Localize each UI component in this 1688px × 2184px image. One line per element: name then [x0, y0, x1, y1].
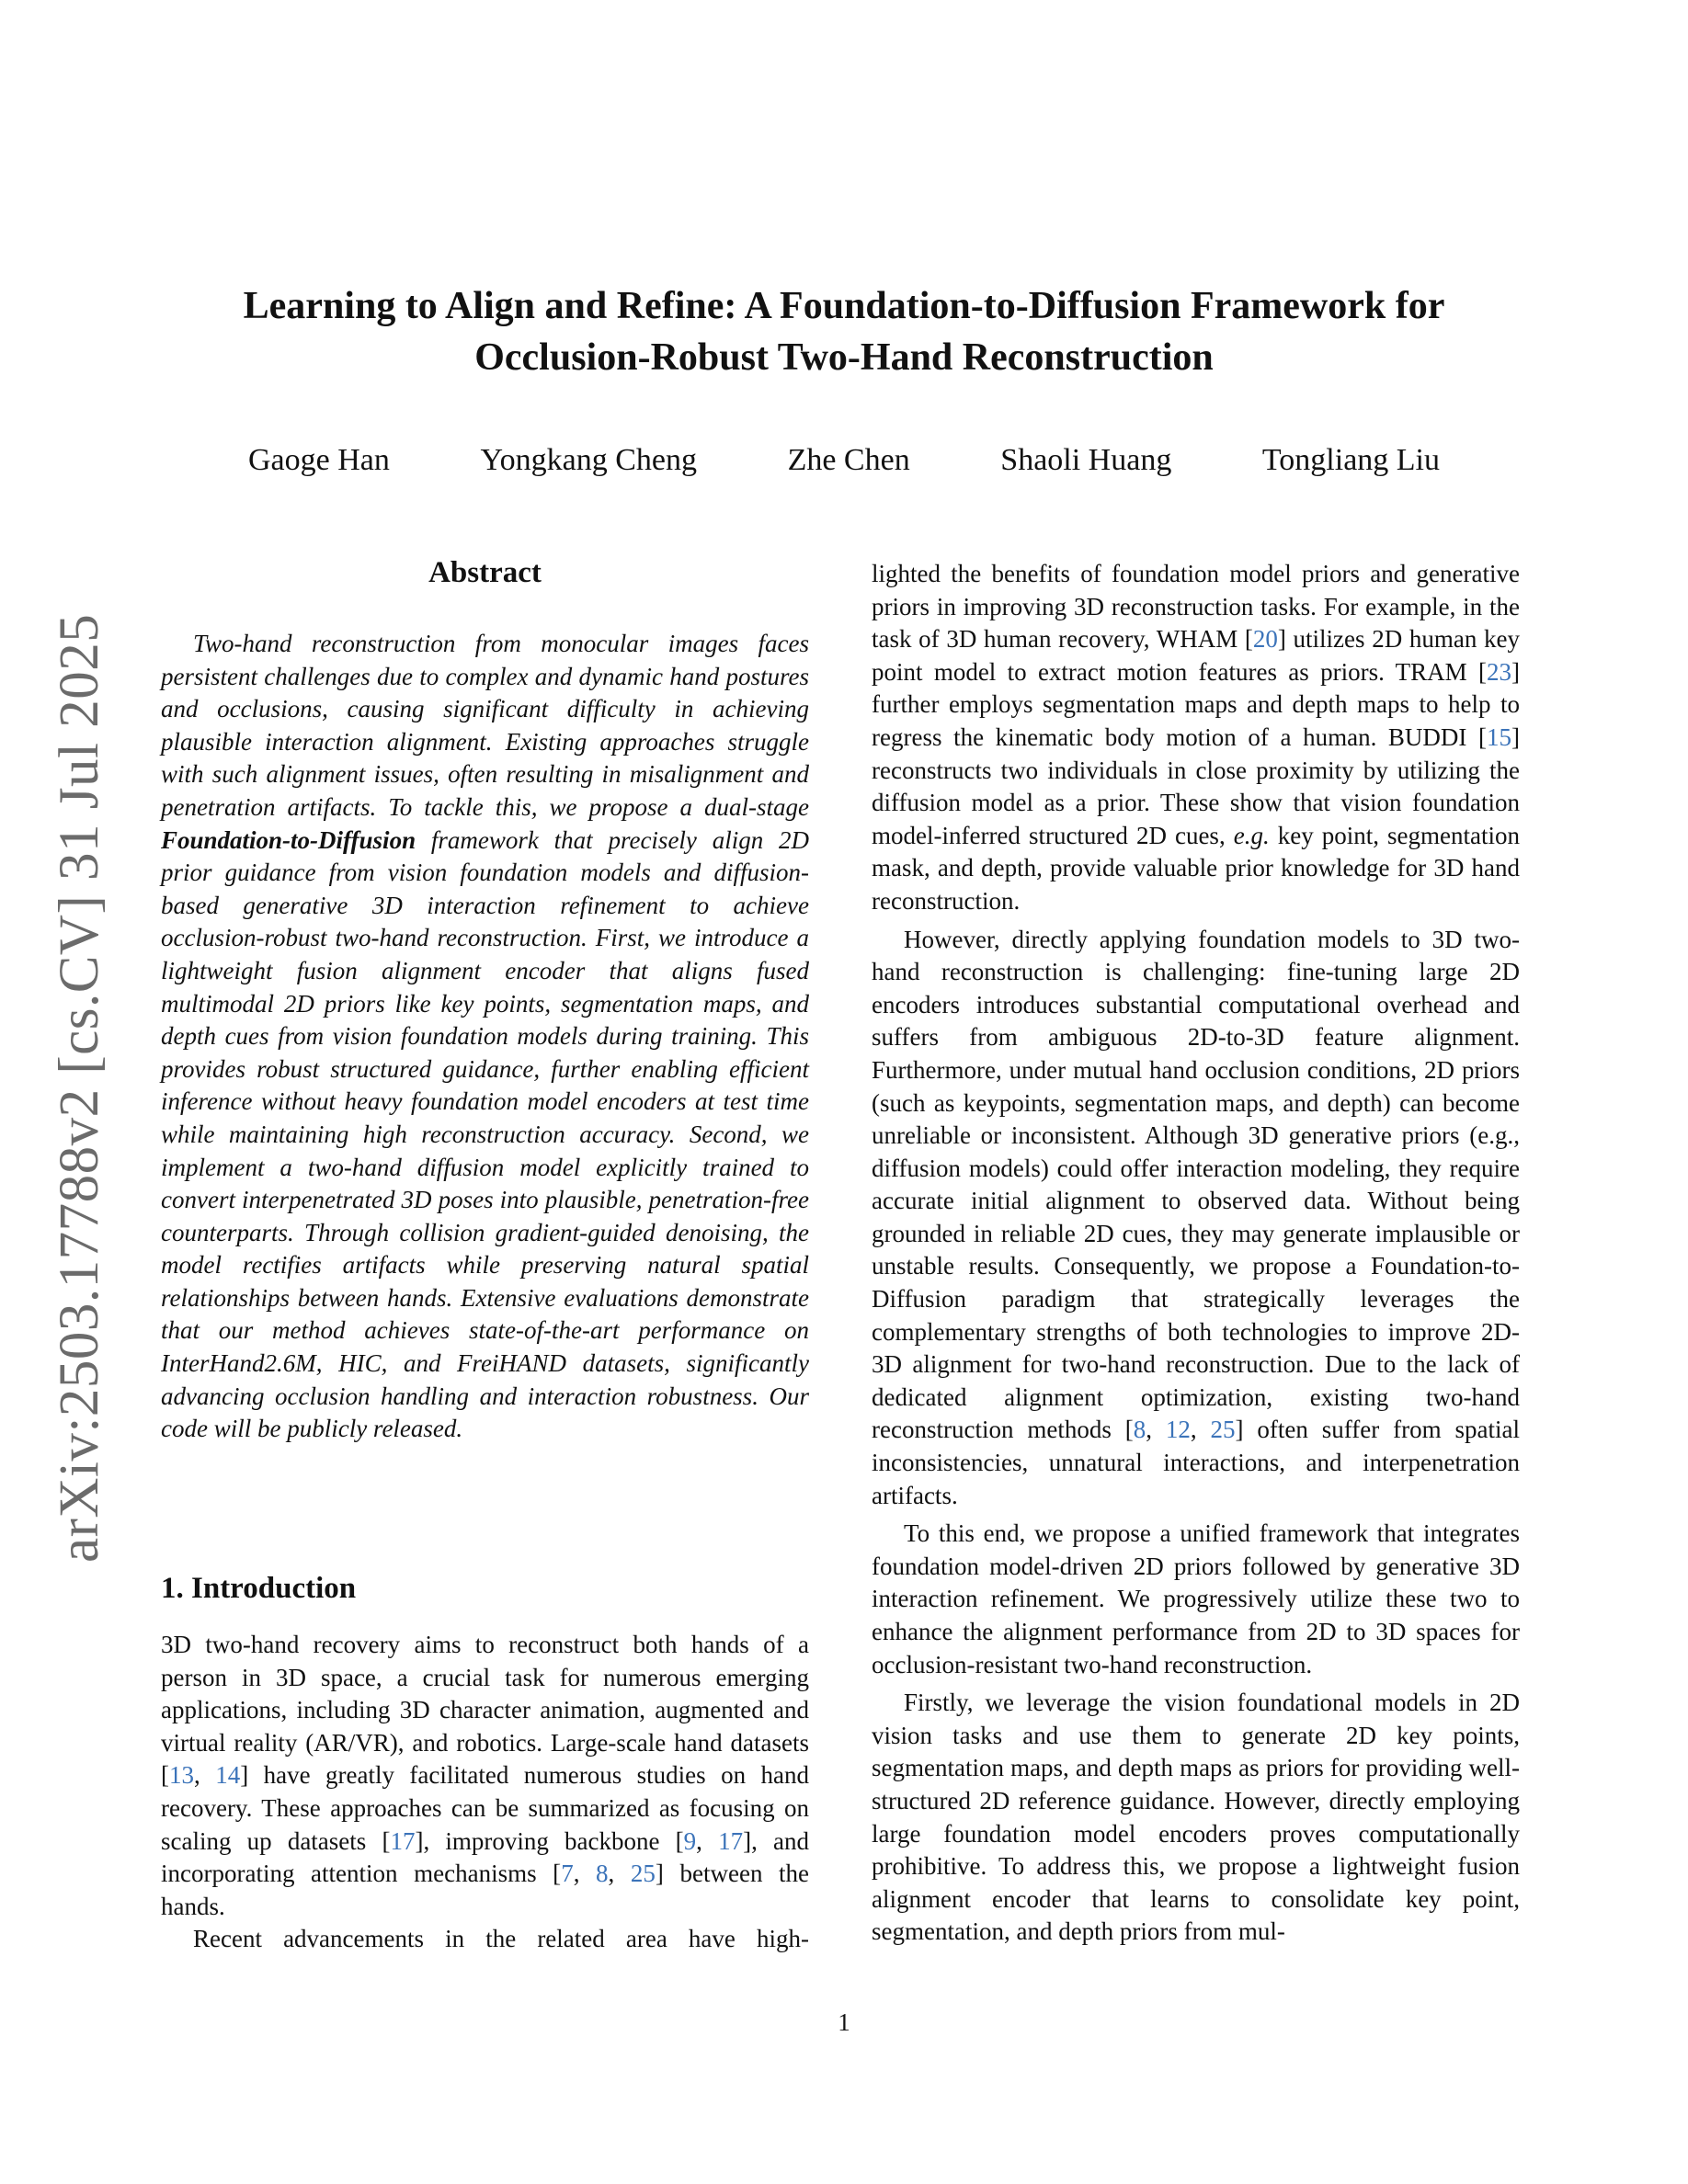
intro-heading: 1. Introduction: [161, 1572, 357, 1605]
body-paragraph: Firstly, we leverage the vision foundational models in 2D vision tasks and use them to generate 2D key points, segmentation maps, and depth maps as priors for providing well-structured 2D reference guidance. However, directly employing large foundation model encoders proves computationally prohibitive. To address this, we propose a lightweight fusion alignment encoder that learns to consolidate key point, segmentation, and depth priors from mul-: [872, 1689, 1520, 1946]
framework-name: Foundation-to-Diffusion: [161, 825, 416, 854]
abstract-text: Two-hand reconstruction from monocular images faces persistent challenges due to complex and dynamic hand postures and occlusions, causing significant difficulty in achieving plausible interaction alignment. Existing approaches struggle with such alignment issues, often resulting in misalignment and penetration artifacts. To tackle this, we propose a dual-stage Foundation-to-Diffusion framework that precisely align 2D prior guidance from vision foundation models and diffusion-based generative 3D interaction refinement to achieve occlusion-robust two-hand reconstruction. First, we introduce a lightweight fusion alignment encoder that aligns fused multimodal 2D priors like key points, segmentation maps, and depth cues from vision foundation models during training. This provides robust structured guidance, further enabling efficient inference without heavy foundation model encoders at test time while maintaining high reconstruction accuracy. Second, we implement a two-hand diffusion model explicitly trained to convert interpenetrated 3D poses into plausible, penetration-free counterparts. Through collision gradient-guided denoising, the model rectifies artifacts while preserving natural spatial relationships between hands. Extensive evaluations demonstrate that our method achieves state-of-the-art performance on InterHand2.6M, HIC, and FreiHAND datasets, significantly advancing occlusion handling and interaction robustness. Our code will be publicly released.: [161, 630, 809, 1443]
author-name: Zhe Chen: [787, 443, 910, 477]
author-list: [184, 443, 1504, 483]
body-paragraph: To this end, we propose a unified framework that integrates foundation model-driven 2D priors followed by generative 3D interaction refinement. We progressively utilize these two to enhance the alignment performance from 2D to 3D spaces for occlusion-resistant two-hand reconstruction.: [872, 1519, 1520, 1678]
citation-link[interactable]: 15: [1487, 722, 1511, 751]
body-paragraph: However, directly applying foundation models to 3D two-hand reconstruction is challenging: fine-tuning large 2D encoders introduces substantial computational overhead and suffers from ambiguous 2D-to-3D feature alignment. Furthermore, under mutual hand occlusion conditions, 2D priors (such as keypoints, segmentation maps, and depth) can become unreliable or inconsistent. Although 3D generative priors (e.g., diffusion models) could offer interaction modeling, they require accurate initial alignment to observed data. Without being grounded in reliable 2D cues, they may generate implausible or unstable results. Consequently, we propose a Foundation-to-Diffusion paradigm that strategically leverages the complementary strengths of both technologies to improve 2D-3D alignment for two-hand reconstruction. Due to the lack of dedicated alignment optimization, existing two-hand reconstruction methods [8, 12, 25] often suffer from spatial inconsistencies, unnatural interactions, and interpenetration artifacts.: [872, 925, 1521, 1509]
citation-link[interactable]: 8: [1133, 1416, 1146, 1444]
citation-link[interactable]: 9: [683, 1826, 697, 1855]
intro-paragraph: Recent advancements in the related area have high-: [193, 1925, 809, 1953]
citation-link[interactable]: 12: [1165, 1416, 1191, 1444]
author-name: Shaoli Huang: [1000, 443, 1172, 477]
citation-link[interactable]: 7: [561, 1860, 574, 1888]
author-name: Tongliang Liu: [1261, 443, 1440, 477]
title-line-2: Occlusion-Robust Two-Hand Reconstruction: [474, 336, 1214, 379]
citation-link[interactable]: 8: [596, 1860, 609, 1888]
citation-link[interactable]: 13: [169, 1761, 194, 1790]
intro-left-column: [161, 1629, 809, 1956]
author-name: Yongkang Cheng: [480, 443, 697, 477]
citation-link[interactable]: 20: [1252, 625, 1278, 654]
body-paragraph: lighted the benefits of foundation model priors and generative priors in improving 3D reconstruction tasks. For example, in the task of 3D human recovery, WHAM [20] utilizes 2D human key point model to extract motion features as priors. TRAM [23] further employs segmentation maps and depth maps to help to regress the kinematic body motion of a human. BUDDI [15] reconstructs two individuals in close proximity by utilizing the diffusion model as a prior. These show that vision foundation model-inferred structured 2D cues, e.g. key point, segmentation mask, and depth, provide valuable prior knowledge for 3D hand reconstruction.: [872, 560, 1521, 915]
citation-link[interactable]: 14: [215, 1761, 241, 1790]
citation-link[interactable]: 17: [390, 1826, 416, 1855]
citation-link[interactable]: 25: [630, 1860, 656, 1888]
title-line-1: Learning to Align and Refine: A Foundation-to-Diffusion Framework for: [243, 285, 1445, 327]
paper-title: [165, 280, 1523, 383]
citation-link[interactable]: 25: [1210, 1416, 1236, 1444]
right-column: [872, 558, 1520, 1949]
page-number: 1: [838, 2008, 850, 2036]
citation-link[interactable]: 17: [718, 1826, 744, 1855]
citation-link[interactable]: 23: [1487, 657, 1511, 686]
arxiv-stamp: arXiv:2503.17788v2 [cs.CV] 31 Jul 2025: [49, 613, 110, 1563]
intro-paragraph: 3D two-hand recovery aims to reconstruct both hands of a person in 3D space, a crucial task for numerous emerging applications, including 3D character animation, augmented and virtual reality (AR/VR), and robotics. Large-scale hand datasets [13, 14] have greatly facilitated numerous studies on hand recovery. These approaches can be summarized as focusing on scaling up datasets [17], improving backbone [9, 17], and incorporating attention mechanisms [7, 8, 25] between the hands.: [161, 1631, 810, 1920]
author-name: Gaoge Han: [248, 443, 390, 477]
abstract-heading: Abstract: [428, 556, 542, 589]
